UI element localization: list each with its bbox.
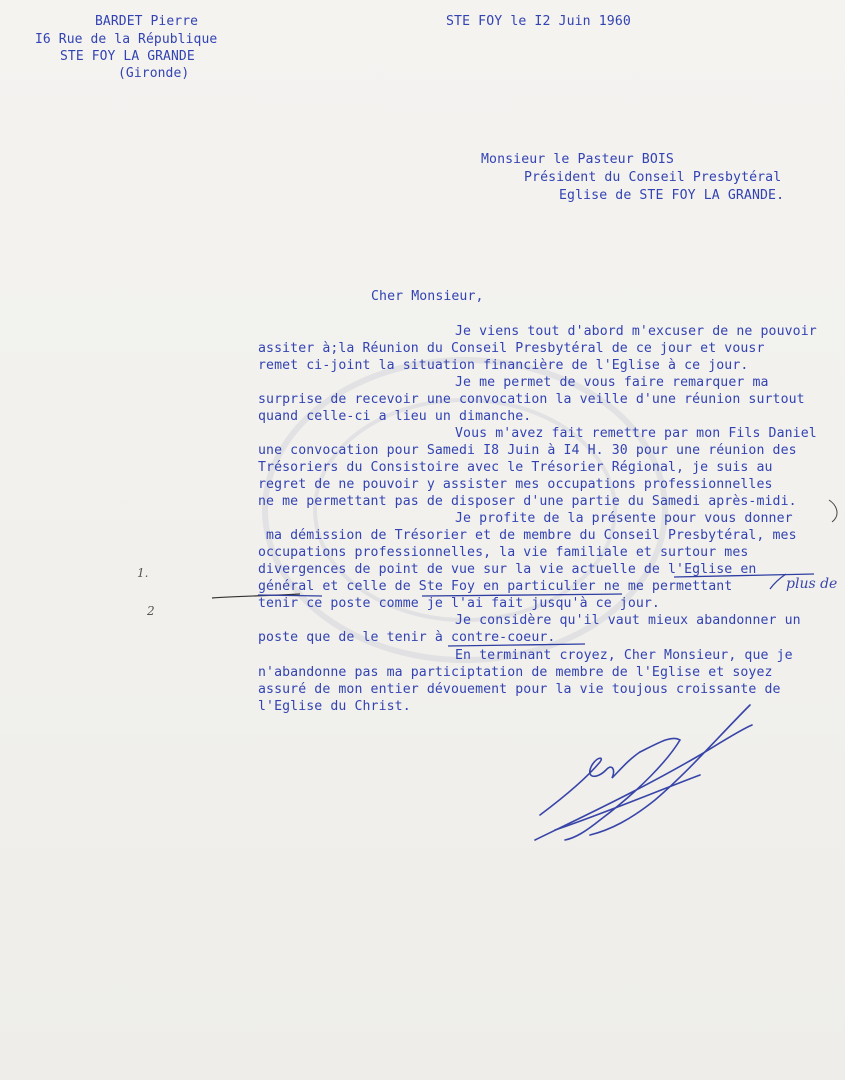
margin-bracket <box>829 500 837 522</box>
body-line: Je profite de la présente pour vous donner <box>455 511 793 526</box>
body-line: En terminant croyez, Cher Monsieur, que je <box>455 648 793 663</box>
salutation: Cher Monsieur, <box>371 289 484 304</box>
body-line: n'abandonne pas ma participtation de membre de l'Eglise et soyez <box>258 665 773 680</box>
body-line: Trésoriers du Consistoire avec le Trésorier Régional, je suis au <box>258 460 773 475</box>
sender-street: I6 Rue de la République <box>35 32 218 47</box>
body-line: occupations professionnelles, la vie familiale et surtour mes <box>258 545 749 560</box>
body-line: regret de ne pouvoir y assister mes occupations professionnelles <box>258 477 773 492</box>
sender-city: STE FOY LA GRANDE <box>60 49 195 64</box>
body-line: Je me permet de vous faire remarquer ma <box>455 375 769 390</box>
body-line: assiter à;la Réunion du Conseil Presbytéral de ce jour et vousr <box>258 341 765 356</box>
signature <box>535 705 752 840</box>
body-line: remet ci-joint la situation financière de l'Eglise à ce jour. <box>258 358 749 373</box>
recipient-line-3: Eglise de STE FOY LA GRANDE. <box>559 188 785 203</box>
margin-number-1: 1. <box>137 566 149 580</box>
handwritten-insertion: plus de <box>786 576 838 592</box>
body-line: ma démission de Trésorier et de membre du Conseil Presbytéral, mes <box>266 528 797 543</box>
body-line: assuré de mon entier dévouement pour la vie toujous croissante de <box>258 682 781 697</box>
body-line: Vous m'avez fait remettre par mon Fils Daniel <box>455 426 817 441</box>
recipient-line-1: Monsieur le Pasteur BOIS <box>481 152 674 167</box>
sender-name: BARDET Pierre <box>95 14 199 29</box>
body-line: Je considère qu'il vaut mieux abandonner un <box>455 613 801 628</box>
underline-contre-coeur <box>448 644 585 646</box>
strike-mark <box>770 574 786 589</box>
body-line: surprise de recevoir une convocation la veille d'une réunion surtout <box>258 392 805 407</box>
recipient-line-2: Président du Conseil Presbytéral <box>524 170 782 185</box>
body-line: Je viens tout d'abord m'excuser de ne pouvoir <box>455 324 817 339</box>
body-line: tenir ce poste comme je l'ai fait jusqu'à ce jour. <box>258 596 660 611</box>
body-line: poste que de le tenir à contre-coeur. <box>258 630 556 645</box>
sender-region: (Gironde) <box>118 66 190 81</box>
body-line: divergences de point de vue sur la vie actuelle de l'Eglise en <box>258 562 757 577</box>
body-line: une convocation pour Samedi I8 Juin à I4 H. 30 pour une réunion des <box>258 443 797 458</box>
underline-eglise <box>674 574 814 577</box>
place-date: STE FOY le I2 Juin 1960 <box>446 14 631 29</box>
body-line: ne me permettant pas de disposer d'une partie du Samedi après-midi. <box>258 494 797 509</box>
margin-number-2: 2 <box>147 604 155 618</box>
underline-ste-foy <box>422 594 622 596</box>
body-line: l'Eglise du Christ. <box>258 699 411 714</box>
body-line: quand celle-ci a lieu un dimanche. <box>258 409 532 424</box>
body-line: général et celle de Ste Foy en particulier ne me permettant <box>258 579 733 594</box>
